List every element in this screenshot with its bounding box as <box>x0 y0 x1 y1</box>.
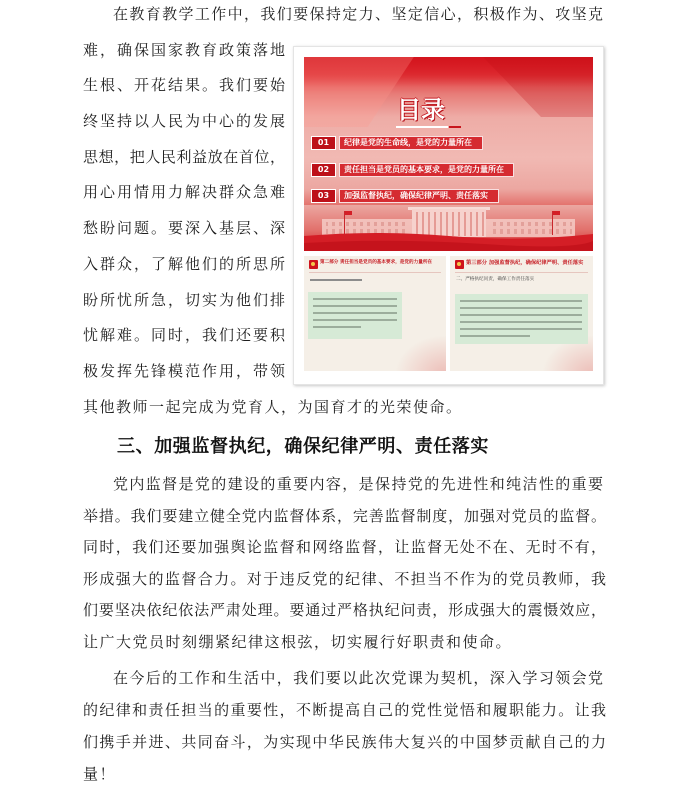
body-text-line: 同时，我们还要加强舆论监督和网络监督，让监督无处不在、无时不有， <box>83 538 606 557</box>
greeked-text-line <box>313 319 397 321</box>
paragraph-party-supervision <box>83 469 606 659</box>
mini-slide-divider <box>455 272 588 273</box>
body-text-line: 们携手并进、共同奋斗，为实现中华民族伟大复兴的中国梦贡献自己的力 <box>83 733 606 751</box>
body-text-line: 入群众，了解他们的所思所 <box>83 254 285 273</box>
toc-item-label: 责任担当是党员的基本要求，是党的力量所在 <box>339 163 514 177</box>
body-text-line: 愁盼问题。要深入基层、深 <box>83 219 285 238</box>
party-emblem-icon <box>455 260 464 269</box>
mini-slide-header: 第二部分 责任担当是党员的基本要求，是党的力量所在 <box>320 259 433 265</box>
greeked-text-line <box>313 305 397 307</box>
mini-slide-subheading: 二、严格执纪问责，确保工作责任落实 <box>456 276 535 282</box>
slide-corner-decor <box>396 336 446 371</box>
greeked-text-line <box>460 321 582 323</box>
toc-item <box>311 136 571 150</box>
body-text-line: 思想，把人民利益放在首位， <box>83 147 285 166</box>
greeked-text-line <box>460 307 582 309</box>
mini-slide-right <box>450 256 593 371</box>
toc-title-accent <box>449 126 461 128</box>
body-text-line: 的纪律和责任担当的重要性，不断提高自己的党性觉悟和履职能力。让我 <box>83 701 606 719</box>
embedded-slide-image <box>293 46 604 385</box>
body-text-line: 形成强大的监督合力。对于违反党的纪律、不担当不作为的党员教师，我 <box>83 569 606 588</box>
emblem-mark <box>311 262 315 266</box>
body-text-line: 难，确保国家教育政策落地 <box>83 40 285 59</box>
greeked-text-line <box>313 312 397 314</box>
section-heading: 三、加强监督执纪，确保纪律严明、责任落实 <box>117 436 489 457</box>
paragraph-conclusion <box>83 662 606 790</box>
body-text-line: 举措。我们要建立健全党内监督体系，完善监督制度，加强对党员的监督。 <box>83 506 606 525</box>
toc-item <box>311 189 571 203</box>
mini-slide-divider <box>309 272 441 273</box>
toc-title-underline <box>396 126 448 128</box>
greeked-text-line <box>460 300 582 302</box>
body-text-line: 其他教师一起完成为党育人，为国育才的光荣使命。 <box>83 397 463 416</box>
body-text-line: 在教育教学工作中，我们要保持定力、坚定信心，积极作为、攻坚克 <box>113 5 603 23</box>
content-box <box>308 292 402 339</box>
body-text-line: 忧解难。同时，我们还要积 <box>83 326 285 345</box>
greeked-text-line <box>460 314 582 316</box>
mini-slide-left <box>304 256 446 371</box>
toc-item-number: 01 <box>311 136 336 150</box>
body-text-line: 量！ <box>83 765 117 783</box>
body-text-line: 们要坚决依纪依法严肃处理。要通过严格执纪问责，形成强大的震慑效应， <box>83 601 606 620</box>
toc-title: 目录 <box>397 96 445 124</box>
party-emblem-icon <box>309 260 318 269</box>
toc-item-number: 03 <box>311 189 336 203</box>
skyline-graphic <box>304 205 593 251</box>
emblem-mark <box>457 262 461 266</box>
mini-slide-header: 第三部分 加强监督执纪，确保纪律严明、责任落实 <box>466 259 584 266</box>
toc-slide <box>304 57 593 251</box>
body-text-line: 在今后的工作和生活中，我们要以此次党课为契机，深入学习领会党 <box>113 669 603 687</box>
greeked-text-line <box>313 326 361 328</box>
body-text-line: 让广大党员时刻绷紧纪律这根弦，切实履行好职责和使命。 <box>83 632 513 651</box>
body-text-line: 用心用情用力解决群众急难 <box>83 183 285 202</box>
toc-item-number: 02 <box>311 163 336 177</box>
body-text-line: 终坚持以人民为中心的发展 <box>83 112 285 131</box>
body-text-line: 生根、开花结果。我们要始 <box>83 76 285 95</box>
greeked-text-line <box>460 335 530 337</box>
toc-item-label: 加强监督执纪，确保纪律严明、责任落实 <box>339 189 499 203</box>
body-text-line: 极发挥先锋模范作用，带领 <box>83 361 285 380</box>
toc-item <box>311 163 571 177</box>
body-text-line: 党内监督是党的建设的重要内容，是保持党的先进性和纯洁性的重要 <box>113 475 603 493</box>
greeked-text-line <box>313 298 397 300</box>
body-text-line: 盼所忧所急，切实为他们排 <box>83 290 285 309</box>
content-box <box>455 294 588 344</box>
mini-slide-subheading-greeked <box>310 279 362 281</box>
greeked-text-line <box>460 328 582 330</box>
toc-item-label: 纪律是党的生命线，是党的力量所在 <box>339 136 483 150</box>
